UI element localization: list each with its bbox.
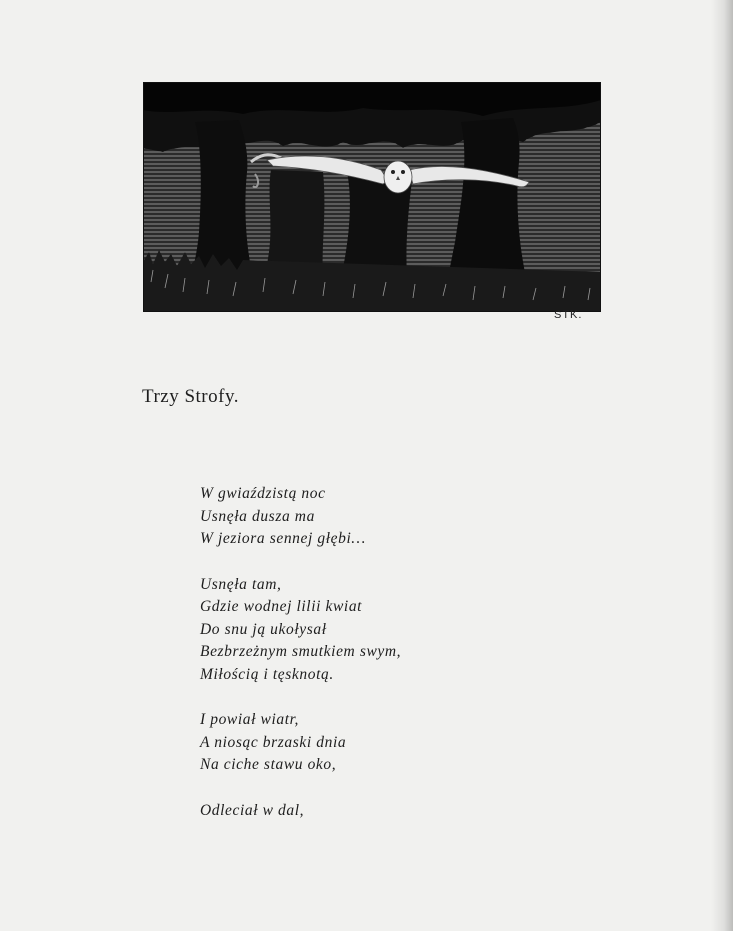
poem-line: Usnęła tam, xyxy=(200,575,282,593)
poem-line: W jeziora sennej głębi… xyxy=(200,530,366,547)
poem-line: Odleciał w dal, xyxy=(200,801,305,819)
poem-line: Miłością i tęsknotą. xyxy=(200,665,334,683)
poem-line: Gdzie wodnej lilii kwiat xyxy=(200,598,363,615)
poem-body xyxy=(200,483,620,845)
poem-line: W gwiaździstą noc xyxy=(200,485,326,502)
poem-line: Na ciche stawu oko, xyxy=(200,756,337,773)
stanza xyxy=(200,709,620,777)
tree-trunk xyxy=(265,170,324,277)
stanza xyxy=(200,800,620,823)
poem-line: Bezbrzeżnym smutkiem swym, xyxy=(200,643,402,660)
poem-line: Do snu ją ukołysał xyxy=(200,620,327,638)
stanza xyxy=(200,574,620,687)
page-edge-shadow xyxy=(711,0,733,931)
woodcut-illustration xyxy=(143,82,601,312)
poem-line: Usnęła dusza ma xyxy=(200,507,315,525)
poem-line: I powiał wiatr, xyxy=(200,711,300,728)
poem-line: A niosąc brzaski dnia xyxy=(200,733,347,751)
artist-signature: STK. xyxy=(554,309,583,321)
tree-trunk xyxy=(193,120,253,277)
stanza xyxy=(200,483,620,551)
poem-title: Trzy Strofy. xyxy=(142,386,239,407)
